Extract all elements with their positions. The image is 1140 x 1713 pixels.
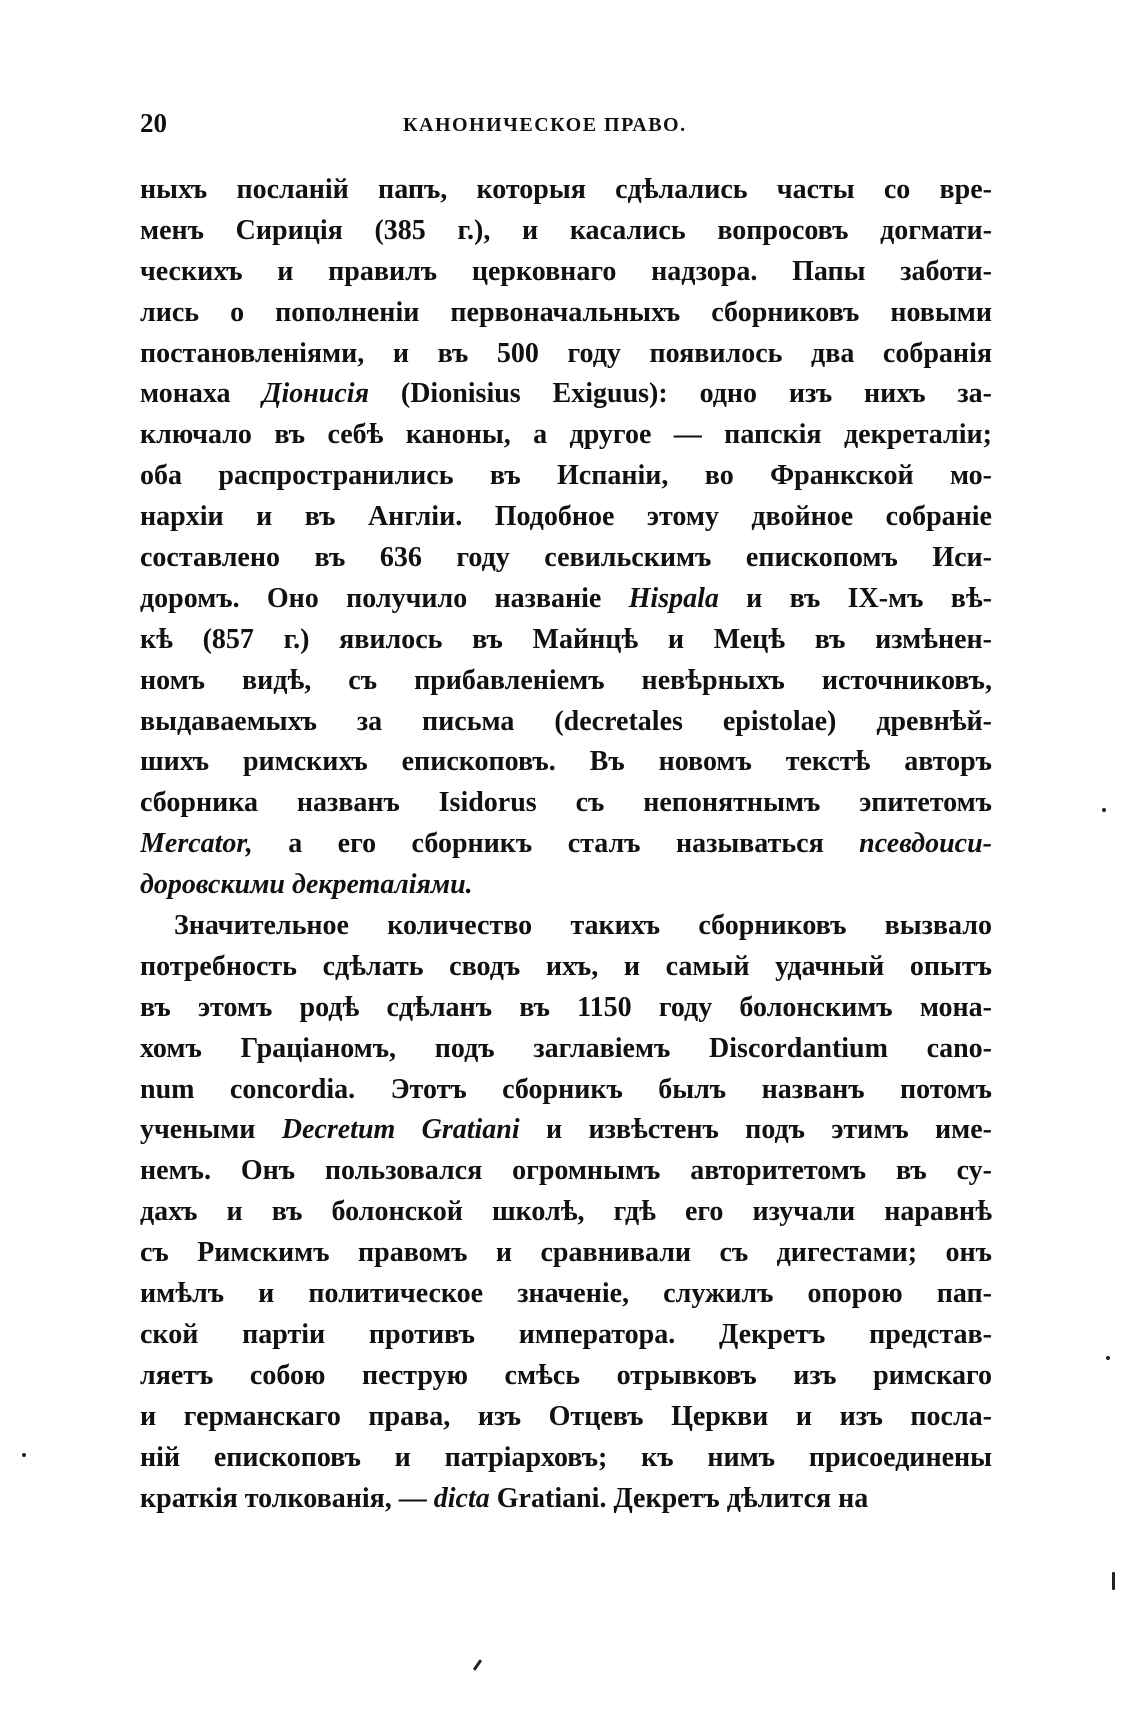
text-run: и извѣстенъ подъ этимъ име-: [519, 1114, 992, 1146]
scan-speck: [22, 1453, 26, 1457]
text-line: [140, 1070, 992, 1111]
text-run: номъ видѣ, съ прибавленіемъ невѣрныхъ источниковъ,: [140, 664, 992, 696]
page-number: 20: [140, 108, 167, 138]
text-run: немъ. Онъ пользовался огромнымъ авторитетомъ въ су-: [140, 1155, 992, 1187]
text-run: лись о пополненіи первоначальныхъ сборниковъ новыми: [140, 296, 992, 328]
text-run: монаха: [140, 378, 263, 410]
scan-speck: [1102, 808, 1106, 812]
text-run: дахъ и въ болонской школѣ, гдѣ его изучали наравнѣ: [140, 1196, 992, 1228]
text-line: [140, 1397, 992, 1438]
text-line: [140, 334, 992, 375]
text-run: въ этомъ родѣ сдѣланъ въ 1150 году болонскимъ мона-: [140, 991, 992, 1023]
text-run: Decretum Gratiani: [281, 1114, 520, 1146]
text-run: Gratiani. Декретъ дѣлится на: [489, 1482, 869, 1514]
text-run: хомъ Граціаномъ, подъ заглавіемъ Discordantium cano-: [140, 1032, 992, 1064]
text-run: нархіи и въ Англіи. Подобное этому двойное собраніе: [140, 501, 992, 533]
text-line: [140, 579, 992, 620]
text-line: [140, 1479, 992, 1520]
text-run: Значительное количество такихъ сборниковъ вызвало: [174, 910, 992, 942]
scan-speck: [473, 1659, 482, 1671]
text-line: [140, 415, 992, 456]
text-line: [140, 1151, 992, 1192]
text-run: ской партіи противъ императора. Декретъ представ-: [140, 1318, 992, 1350]
text-line: [140, 1233, 992, 1274]
text-run: доровскими декреталіями.: [140, 869, 473, 901]
text-run: кѣ (857 г.) явилось въ Майнцѣ и Мецѣ въ измѣнен-: [140, 623, 992, 655]
text-line: [140, 497, 992, 538]
text-run: выдаваемыхъ за письма (decretales epistolae) древнѣй-: [140, 705, 992, 737]
scan-speck: [1112, 1572, 1115, 1590]
text-run: Mercator,: [140, 828, 253, 860]
running-head: [140, 108, 992, 138]
text-run: num concordia. Этотъ сборникъ былъ названъ потомъ: [140, 1073, 992, 1105]
text-run: и въ IX-мъ вѣ-: [718, 582, 992, 614]
text-line: [140, 1315, 992, 1356]
text-line: [140, 374, 992, 415]
text-line: [140, 1274, 992, 1315]
text-run: сборника названъ Isidorus съ непонятнымъ эпитетомъ: [140, 787, 992, 819]
text-line: [140, 906, 992, 947]
text-line: [140, 1110, 992, 1151]
text-run: постановленіями, и въ 500 году появилось два собранія: [140, 337, 992, 369]
text-line: [140, 783, 992, 824]
text-run: и германскаго права, изъ Отцевъ Церкви и изъ посла-: [140, 1400, 992, 1432]
text-line: [140, 538, 992, 579]
text-run: ческихъ и правилъ церковнаго надзора. Папы заботи-: [140, 255, 992, 287]
text-run: краткія толкованія, —: [140, 1482, 434, 1514]
text-run: съ Римскимъ правомъ и сравнивали съ дигестами; онъ: [140, 1237, 992, 1269]
text-line: [140, 824, 992, 865]
body-text: [140, 170, 992, 1519]
text-run: оба распространились въ Испаніи, во Франкской мо-: [140, 460, 992, 492]
text-run: ключало въ себѣ каноны, а другое — папскія декреталіи;: [140, 419, 992, 451]
text-run: dicta: [433, 1482, 490, 1514]
text-line: [140, 988, 992, 1029]
text-run: а его сборникъ сталъ называться: [252, 828, 860, 860]
text-line: [140, 1438, 992, 1479]
text-run: менъ Сириція (385 г.), и касались вопросовъ догмати-: [140, 214, 992, 246]
text-line: [140, 1029, 992, 1070]
text-run: Hispala: [628, 582, 719, 614]
text-run: доромъ. Оно получило названіе: [140, 582, 629, 614]
text-run: учеными: [140, 1114, 282, 1146]
text-run: псевдоиси-: [859, 828, 992, 860]
running-title: КАНОНИЧЕСКОЕ ПРАВО.: [403, 114, 687, 136]
text-line: [140, 252, 992, 293]
scan-speck: [1106, 1356, 1110, 1360]
text-line: [140, 456, 992, 497]
text-line: [140, 1356, 992, 1397]
text-run: ныхъ посланій папъ, которыя сдѣлались часты со вре-: [140, 174, 992, 205]
text-run: ляетъ собою пеструю смѣсь отрывковъ изъ римскаго: [140, 1359, 992, 1391]
text-line: [140, 947, 992, 988]
text-run: потребность сдѣлать сводъ ихъ, и самый удачный опытъ: [140, 950, 992, 982]
text-line: [140, 211, 992, 252]
text-run: ній епископовъ и патріарховъ; къ нимъ присоединены: [140, 1441, 992, 1473]
text-line: [140, 661, 992, 702]
text-run: Діонисія: [262, 378, 369, 410]
text-line: [140, 702, 992, 743]
text-run: (Dionisius Exiguus): одно изъ нихъ за-: [369, 378, 992, 410]
text-line: [140, 620, 992, 661]
text-run: имѣлъ и политическое значеніе, служилъ опорою пап-: [140, 1278, 992, 1310]
text-run: составлено въ 636 году севильскимъ епископомъ Иси-: [140, 542, 992, 574]
text-line: [140, 1192, 992, 1233]
text-line: [140, 170, 992, 211]
text-line: [140, 293, 992, 334]
text-run: шихъ римскихъ епископовъ. Въ новомъ текстѣ авторъ: [140, 746, 992, 778]
text-line: [140, 742, 992, 783]
text-line: [140, 865, 992, 906]
